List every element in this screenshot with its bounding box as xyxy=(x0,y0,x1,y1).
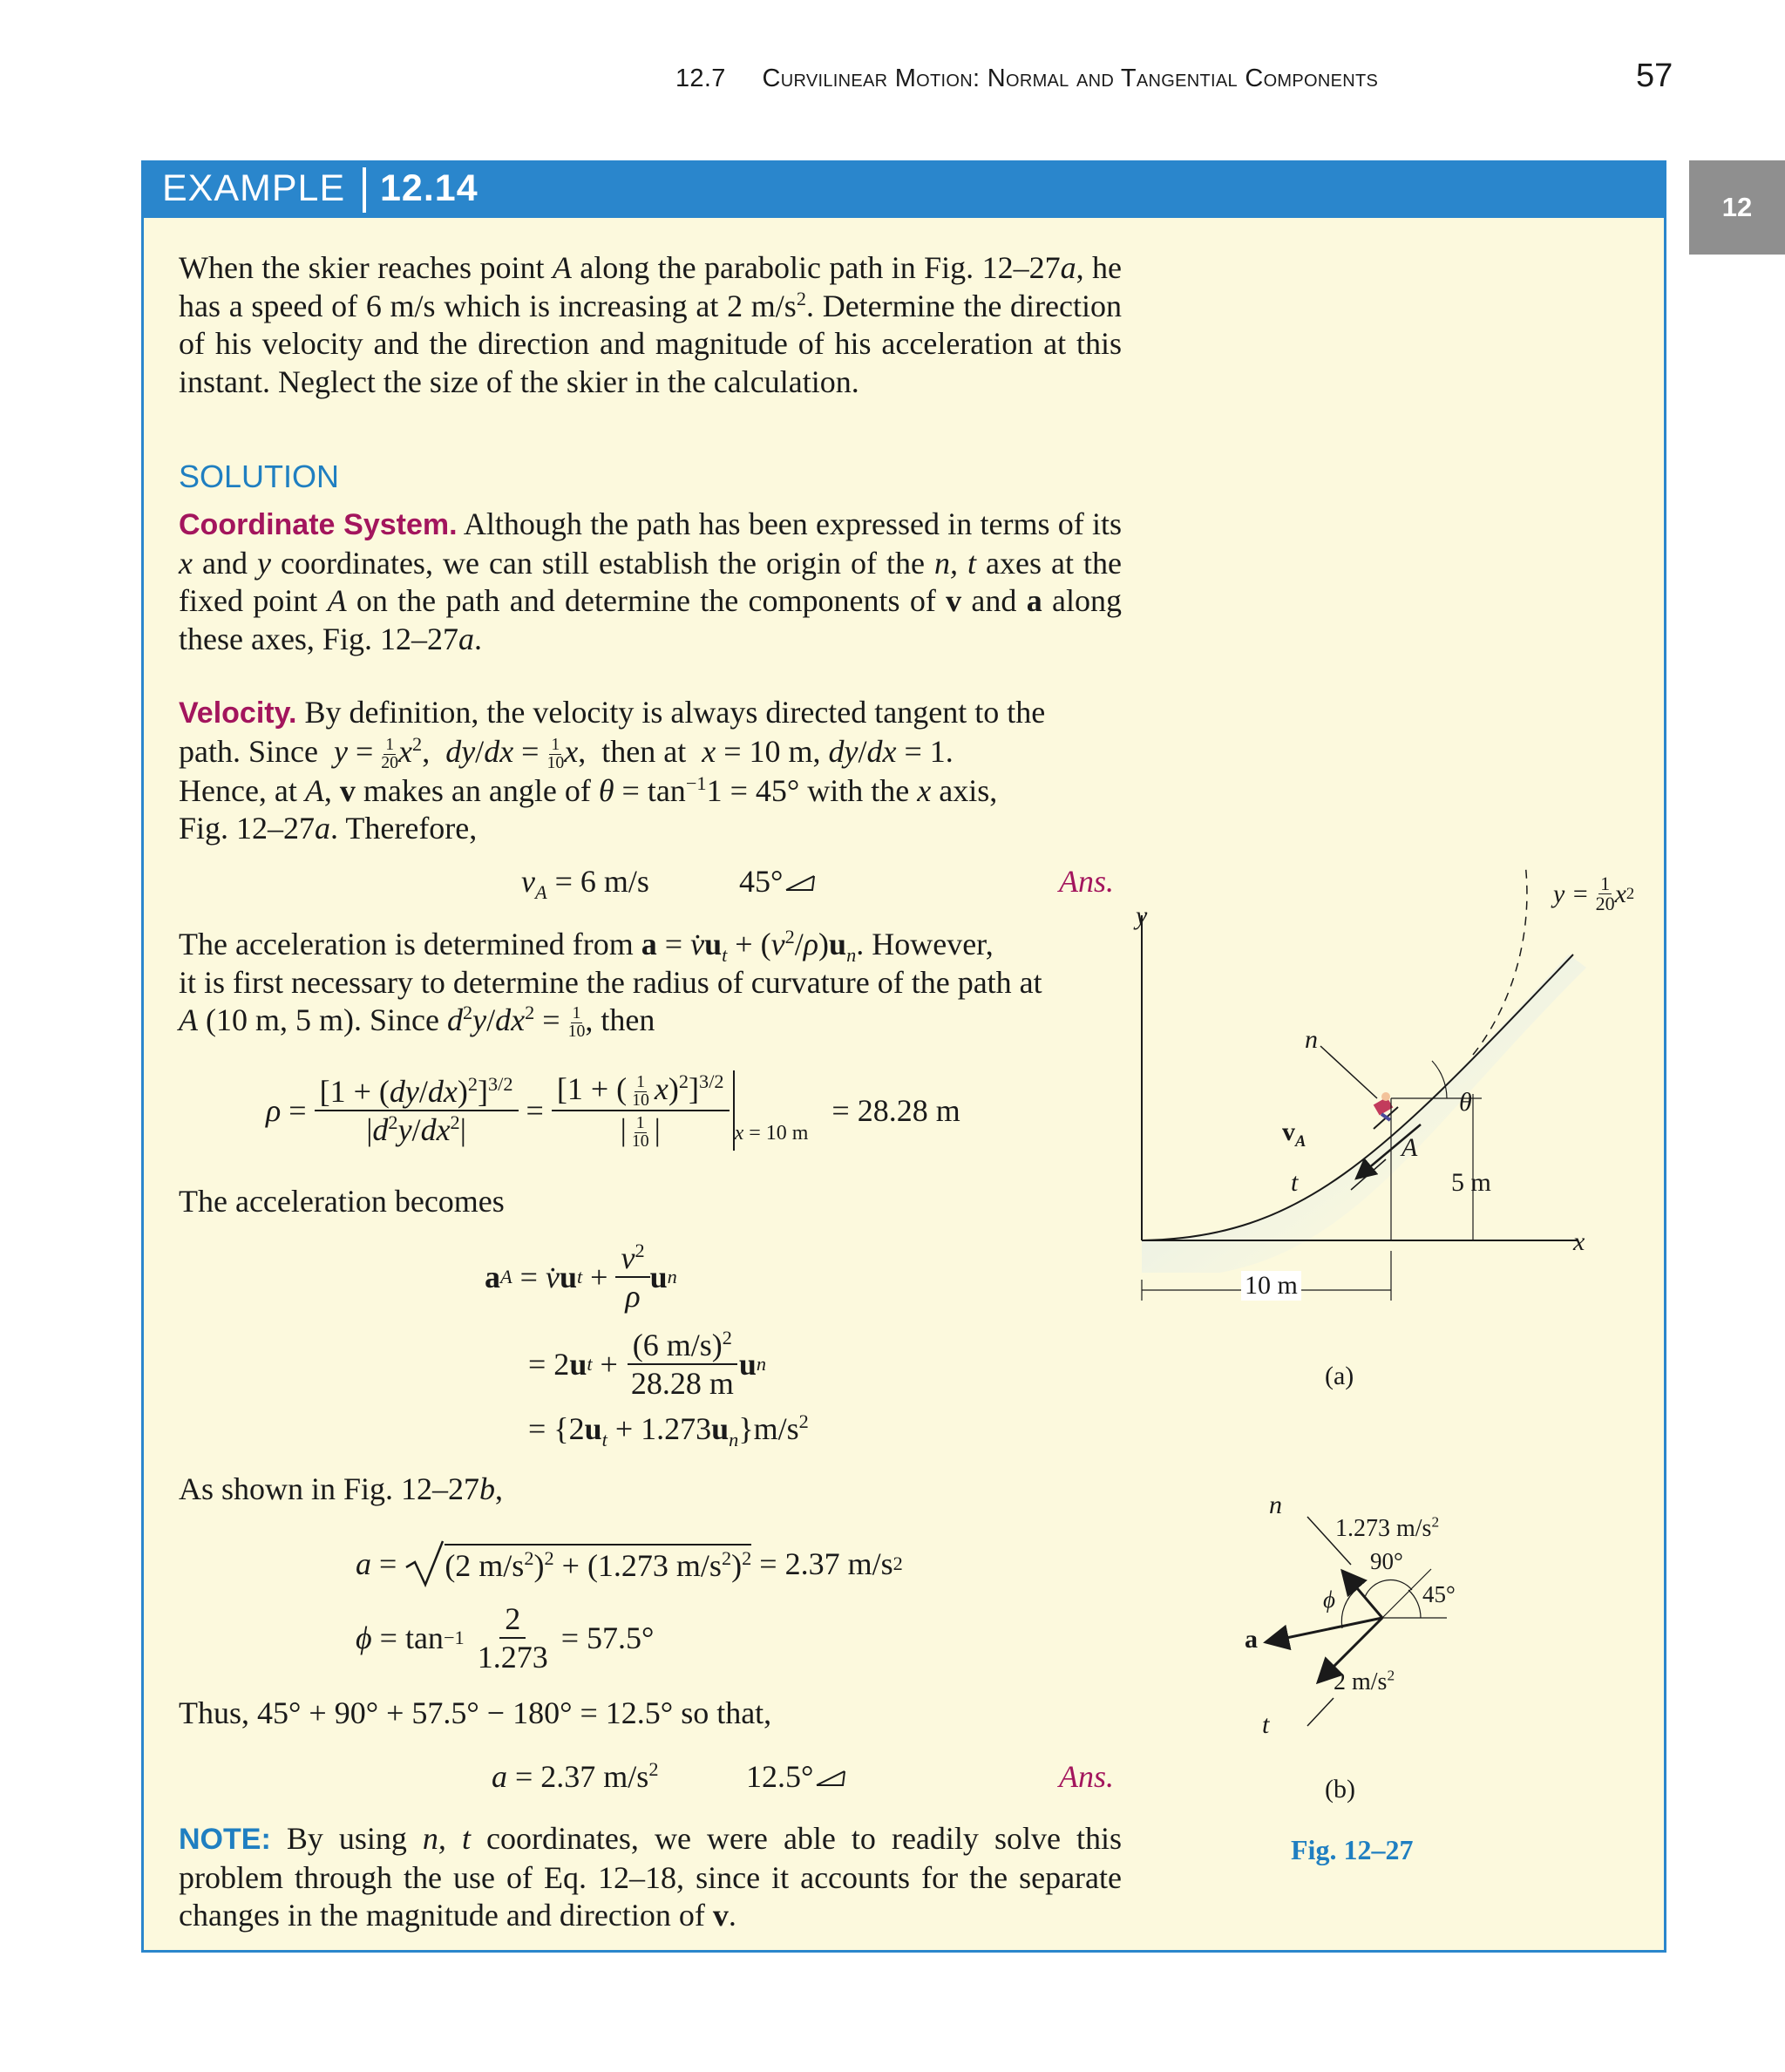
radius-of-curvature-equation: ρ = $\frac{[1 + (dy/dx)^2]^{3/2}}{|d^2y/dx^2|}$ = [1 + ( $\frac{1}{10}$ x)$^2$]$^{3/2}$ | $\frac{1}{10}$ | x = 10 m = 28.28 m xyxy=(266,1070,960,1151)
coordinate-system-paragraph: Coordinate System. Although the path has been expressed in terms of its x and y coordinates, we can still establish the origin of the n, t axes at the fixed point A on the path and determine the components of v and a along these axes, Fig. 12–27a. xyxy=(179,506,1122,656)
point-a-label: A xyxy=(1402,1133,1418,1162)
coordinate-system-heading: Coordinate System. xyxy=(179,508,458,541)
page-number: 57 xyxy=(1636,58,1673,94)
dimension-10m-label: 10 m xyxy=(1241,1271,1301,1301)
figure-part-b-label: (b) xyxy=(1325,1775,1355,1804)
example-number: 12.14 xyxy=(380,167,478,209)
note-heading: NOTE: xyxy=(179,1823,271,1856)
velocity-angle: 45° xyxy=(739,863,818,900)
n-axis-line xyxy=(1320,1046,1377,1098)
y-axis-label: y xyxy=(1136,901,1148,930)
angle-symbol-icon xyxy=(783,871,818,893)
t-axis-line-b xyxy=(1307,1698,1334,1726)
phi-equation: ϕ = tan −1 $\frac{2}{1.273}$ = 57.5° xyxy=(356,1601,655,1675)
curve-equation-label: y = $\frac{1}{20}$ x 2 xyxy=(1553,873,1635,914)
example-divider xyxy=(363,167,366,213)
answer-label-acceleration: Ans. xyxy=(1059,1759,1114,1794)
angle-45-arc xyxy=(1408,1590,1421,1618)
t-axis-label: t xyxy=(1291,1168,1299,1197)
final-acceleration-equation: a = 2.37 $m/s^2$ xyxy=(492,1758,659,1794)
example-label: EXAMPLE xyxy=(162,167,346,209)
snow-slope xyxy=(1142,954,1586,1273)
problem-statement: When the skier reaches point A along the parabolic path in Fig. 12–27a, he has a speed of 6 m/s which is increasing at 2 $m/s^2$. Determine the direction of his velocity and the direction and magnitude of his acceleration at this instant. Neglect the size of the skier in the calculation. xyxy=(179,250,1123,399)
n-axis-label-b: n xyxy=(1269,1491,1282,1519)
acceleration-label-b: a xyxy=(1245,1625,1258,1654)
acceleration-intro-paragraph: The acceleration is determined from $a = v̇u_t + (v^2/\rho)u_n$. However, it is first necessary to determine the radius of curvature of the path at A (10 m, 5 m). Since $d^2y/dx^2$ = $\frac{1}{10}$ , then xyxy=(179,926,1042,1042)
section-title: Curvilinear Motion: Normal and Tangential Components xyxy=(762,65,1379,92)
n-axis-label: n xyxy=(1305,1025,1318,1054)
angle-symbol-icon xyxy=(813,1766,848,1789)
theta-label: θ xyxy=(1459,1088,1472,1117)
acceleration-becomes-text: The acceleration becomes xyxy=(179,1184,505,1219)
example-header-bar xyxy=(141,160,1666,218)
as-shown-text: As shown in Fig. 12–27b, xyxy=(179,1471,504,1506)
final-acceleration-angle: 12.5° xyxy=(746,1758,848,1795)
x-axis-label: x xyxy=(1573,1227,1585,1256)
angle-45-label: 45° xyxy=(1422,1581,1456,1607)
velocity-heading: Velocity. xyxy=(179,696,297,730)
figure-caption: Fig. 12–27 xyxy=(1291,1834,1414,1865)
figure-part-a-label: (a) xyxy=(1325,1362,1354,1390)
square-root-icon xyxy=(404,1539,445,1588)
velocity-paragraph: Velocity. By definition, the velocity is always directed tangent to the path. Since y = $\frac{1}{20}$ $x^2$, dy/dx = $\frac{1}{10}$ x, then at x = 10 m, dy/dx = 1. Hence, at A, v makes an angle of $\theta = \tan^{-1}1 = 45^\circ$ with the x axis, Fig. 12–27a. Therefore, xyxy=(179,695,1046,846)
dimension-5m-label: 5 m xyxy=(1451,1168,1491,1197)
acceleration-magnitude-equation: a = (2 $m/s^2)^2 + (1.273$ $m/s^2)^2$ = 2.37 m/s 2 xyxy=(356,1539,903,1588)
angle-90-arc xyxy=(1365,1580,1412,1597)
acceleration-resultant-arrow xyxy=(1266,1618,1382,1642)
t-axis-label-b: t xyxy=(1262,1710,1270,1739)
figure-a-diagram xyxy=(1098,863,1673,1412)
angle-90-label: 90° xyxy=(1370,1548,1403,1574)
acceleration-equation-line-1: a A = v̇ u t + $\frac{v^2}{\rho}$ u n xyxy=(485,1240,677,1314)
section-number: 12.7 xyxy=(675,65,726,92)
un-vector-arrow xyxy=(1342,1571,1382,1618)
answer-label-velocity: Ans. xyxy=(1059,864,1114,899)
thus-text: Thus, 45° + 90° + 57.5° − 180° = 12.5° so that, xyxy=(179,1695,772,1730)
note-paragraph: NOTE: By using n, t coordinates, we were able to readily solve this problem through the use of Eq. 12–18, since it accounts for the separate changes in the magnitude and direction of v. xyxy=(179,1821,1122,1933)
acceleration-equation-line-2: = 2 u t + $\frac{(6 m/s)^2}{28.28 m}$ u n xyxy=(528,1327,767,1401)
phi-label: ϕ xyxy=(1323,1586,1335,1613)
un-magnitude-label: 1.273 $m/s^2$ xyxy=(1335,1513,1440,1542)
ut-magnitude-label: 2 $m/s^2$ xyxy=(1334,1667,1395,1695)
solution-heading: SOLUTION xyxy=(179,459,340,494)
chapter-tab: 12 xyxy=(1689,160,1785,255)
velocity-answer-equation: $v_A = 6$ m/s xyxy=(521,864,649,904)
velocity-vector-label: $v_A$ xyxy=(1282,1118,1307,1151)
evaluation-point: x = 10 m xyxy=(734,1122,809,1145)
acceleration-equation-line-3: = $\{2u_t + 1.273u_n\}m/s^2$ xyxy=(528,1410,809,1451)
running-head xyxy=(675,65,1378,93)
